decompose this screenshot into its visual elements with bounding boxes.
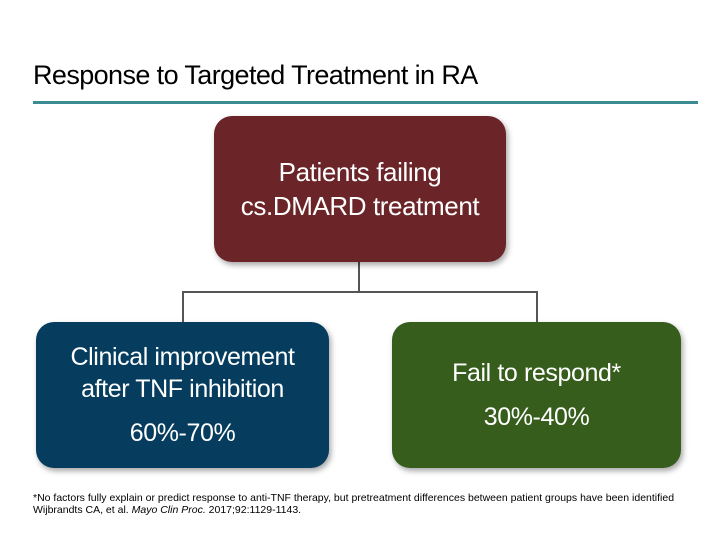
footnote-note: *No factors fully explain or predict response to anti-TNF therapy, but pretreatment differences between patient groups have been identified bbox=[33, 492, 675, 504]
citation-details: 2017;92:1129-1143. bbox=[205, 504, 302, 516]
fail-to-respond-box bbox=[392, 322, 681, 468]
footnote bbox=[33, 492, 683, 516]
connector-vertical-top bbox=[358, 262, 360, 292]
citation-authors: Wijbrandts CA, et al. bbox=[33, 504, 132, 516]
clinical-improvement-percent: 60%-70% bbox=[129, 419, 236, 447]
patients-failing-line1: Patients failing bbox=[278, 157, 442, 187]
connector-horizontal bbox=[182, 291, 538, 293]
connector-right-drop bbox=[536, 291, 538, 322]
citation-journal: Mayo Clin Proc. bbox=[131, 504, 206, 516]
connector-left-drop bbox=[182, 291, 184, 322]
page-title: Response to Targeted Treatment in RA bbox=[33, 60, 478, 90]
clinical-improvement-line2: after TNF inhibition bbox=[81, 375, 284, 403]
title-underline bbox=[33, 101, 698, 104]
footnote-citation bbox=[33, 504, 683, 516]
fail-to-respond-percent: 30%-40% bbox=[483, 403, 590, 431]
fail-to-respond-label: Fail to respond* bbox=[452, 359, 621, 387]
patients-failing-box bbox=[214, 116, 506, 262]
clinical-improvement-box bbox=[36, 322, 329, 468]
clinical-improvement-line1: Clinical improvement bbox=[70, 343, 295, 371]
patients-failing-line2: cs.DMARD treatment bbox=[240, 191, 480, 221]
